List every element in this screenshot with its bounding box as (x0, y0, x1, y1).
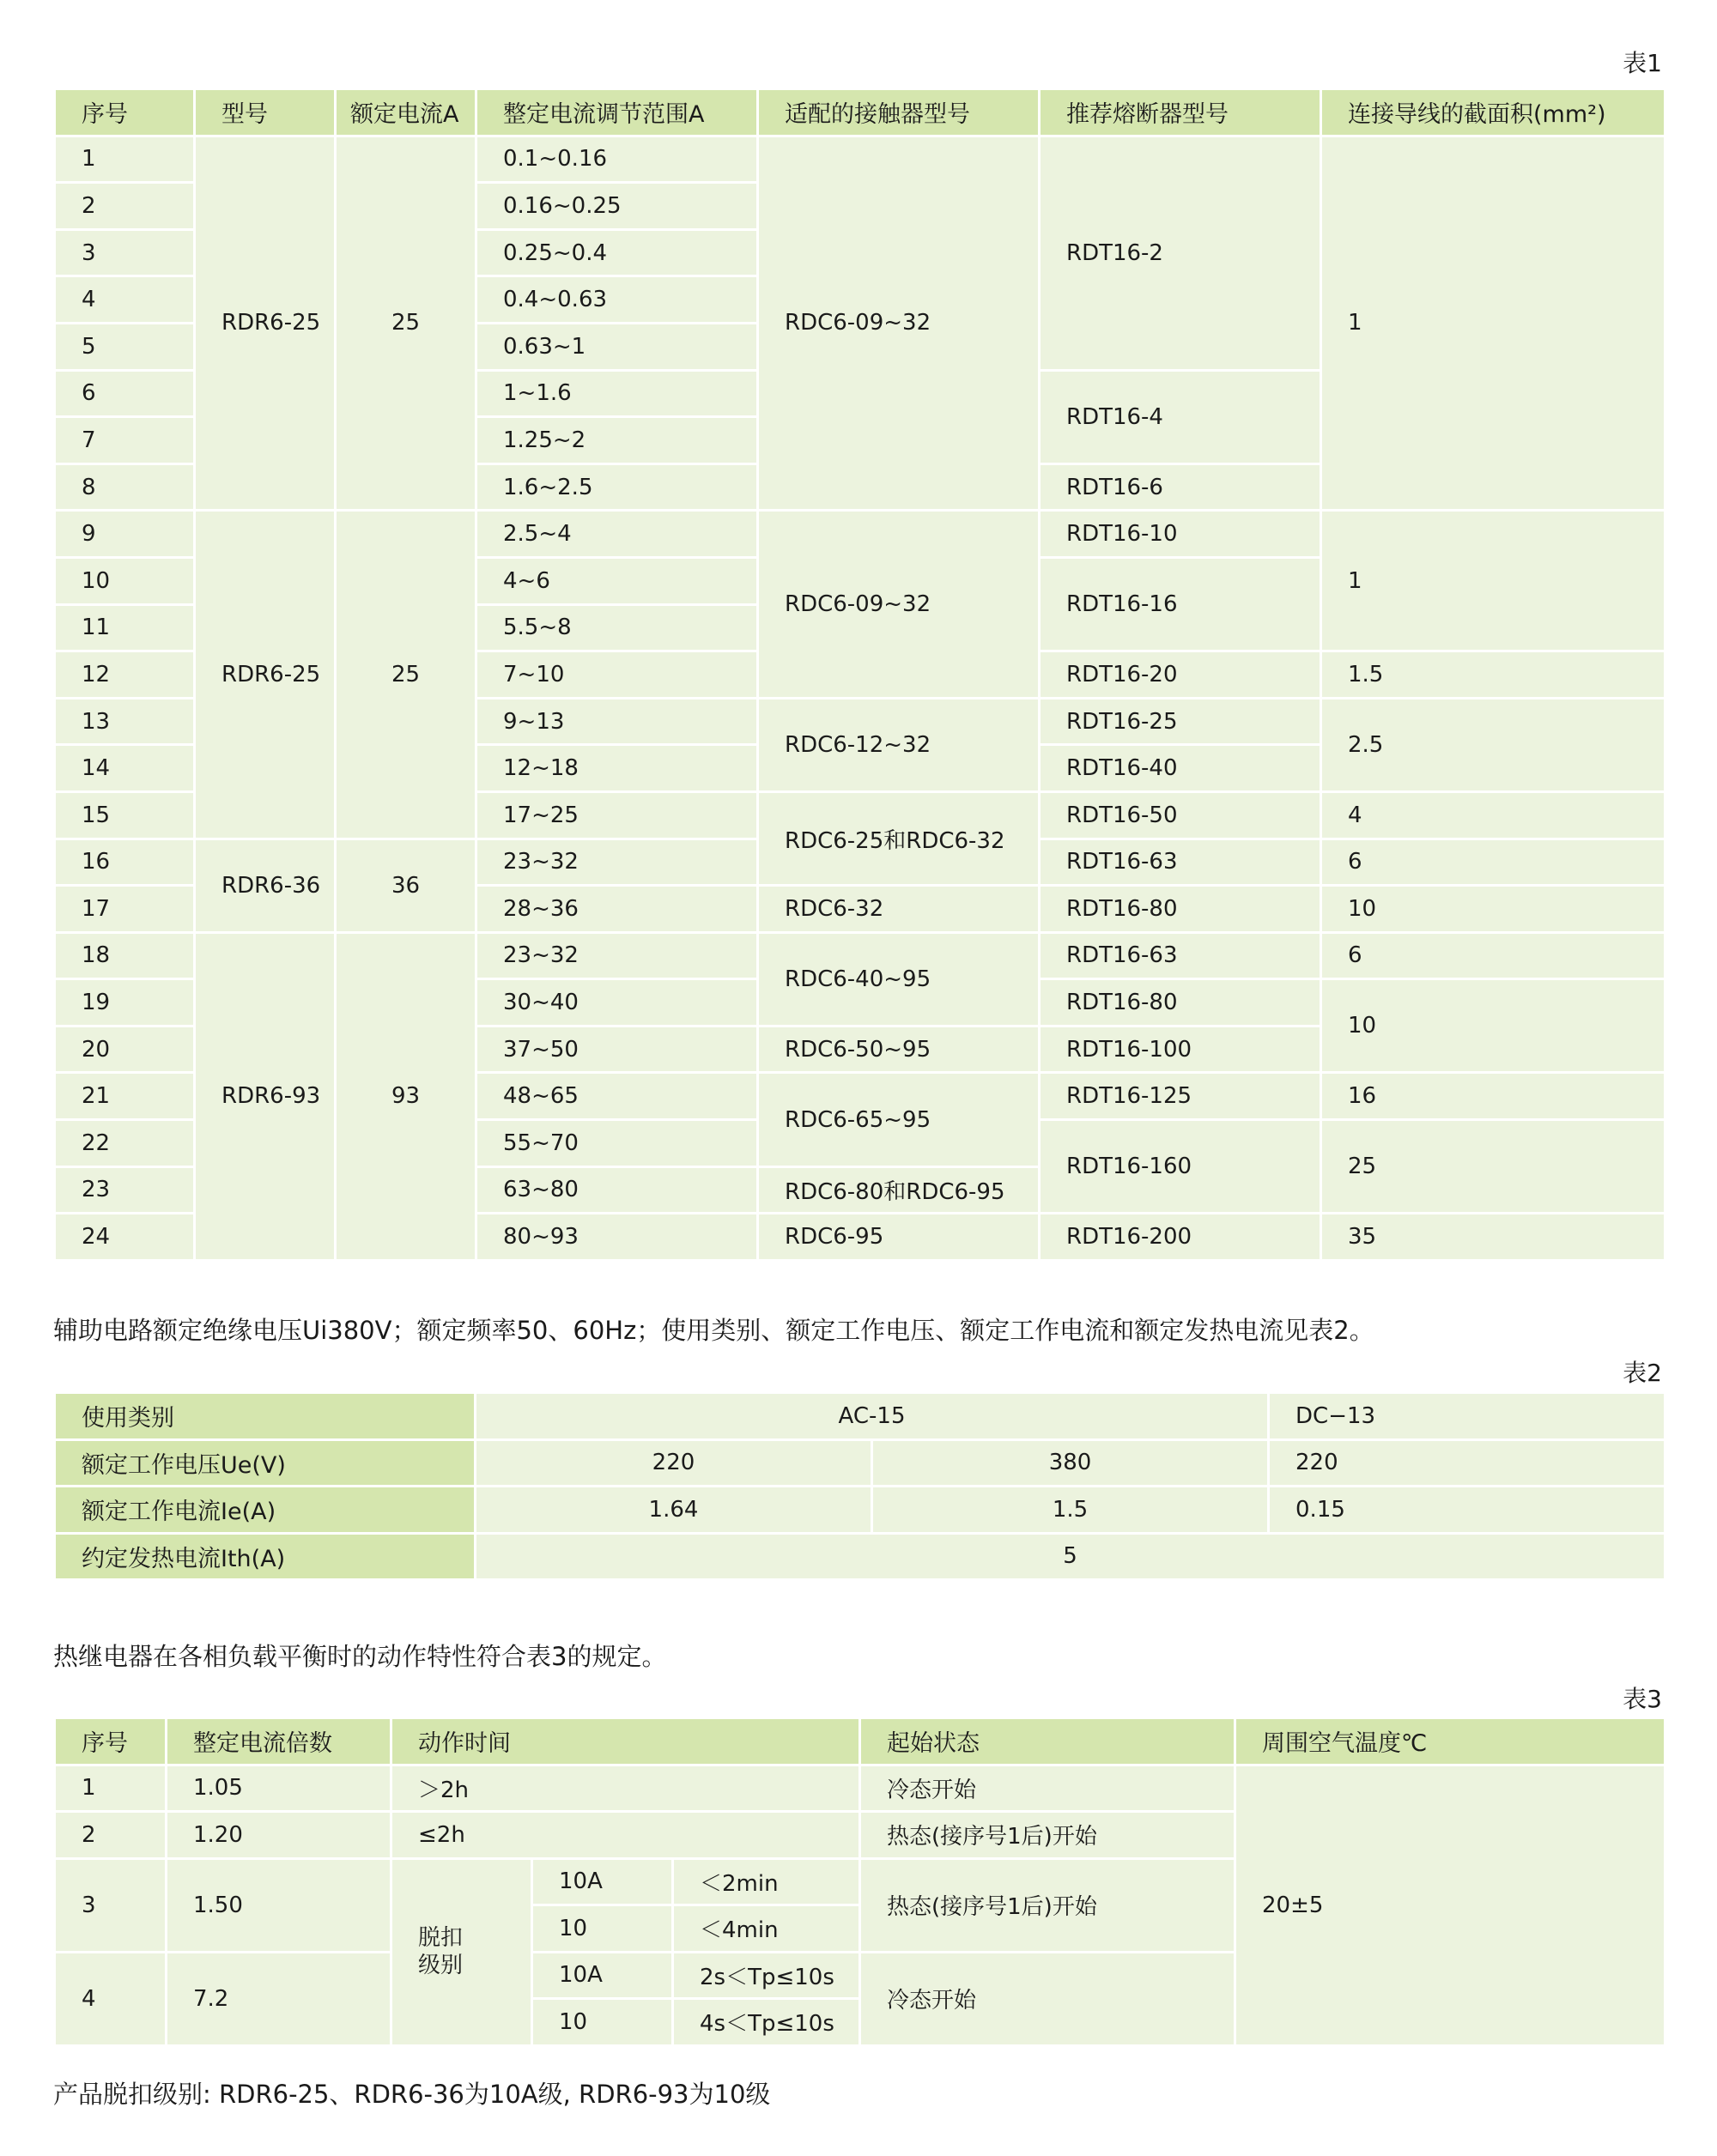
contactor-cell: RDC6-25和RDC6-32 (758, 791, 1040, 885)
table-row (55, 1393, 1665, 1440)
seq-cell: 8 (55, 463, 195, 511)
table-row (55, 136, 1665, 183)
range-cell: 9~13 (476, 698, 758, 745)
range-cell: 1.25~2 (476, 417, 758, 464)
header-model: 型号 (195, 89, 336, 136)
wire-cell: 4 (1321, 791, 1665, 839)
fuse-cell: RDT16-6 (1040, 463, 1321, 511)
seq-cell: 21 (55, 1073, 195, 1120)
range-cell: 12~18 (476, 745, 758, 792)
seq-cell: 11 (55, 604, 195, 651)
model-cell: RDR6-93 (195, 932, 336, 1260)
wire-cell: 1.5 (1321, 651, 1665, 699)
seq-cell: 24 (55, 1214, 195, 1261)
seq-cell: 13 (55, 698, 195, 745)
header-seq: 序号 (55, 89, 195, 136)
seq-cell: 10 (55, 557, 195, 604)
seq-cell: 16 (55, 839, 195, 886)
seq-cell: 20 (55, 1026, 195, 1073)
current-cell: 0.15 (1269, 1487, 1665, 1534)
seq-cell: 4 (55, 276, 195, 324)
table2-caption: 表2 (1623, 1359, 1662, 1387)
class-time-cell: 2s＜Tp≤10s (673, 1952, 860, 1999)
seq-cell: 7 (55, 417, 195, 464)
contactor-cell: RDC6-32 (758, 886, 1040, 933)
fuse-cell: RDT16-50 (1040, 791, 1321, 839)
table-row (55, 1533, 1665, 1580)
header-start-state: 起始状态 (860, 1718, 1235, 1765)
fuse-cell: RDT16-80 (1040, 886, 1321, 933)
action-time-cell: ≤2h (391, 1812, 860, 1859)
row-label-ith: 约定发热电流Ith(A) (55, 1533, 476, 1580)
multiple-cell: 7.2 (167, 1952, 391, 2045)
wire-cell: 1 (1321, 136, 1665, 511)
range-cell: 0.1~0.16 (476, 136, 758, 183)
class-cell: 10A (532, 1858, 673, 1905)
seq-cell: 4 (55, 1952, 167, 2045)
seq-cell: 18 (55, 932, 195, 979)
range-cell: 23~32 (476, 839, 758, 886)
fuse-cell: RDT16-160 (1040, 1120, 1321, 1214)
fuse-cell: RDT16-40 (1040, 745, 1321, 792)
fuse-cell: RDT16-200 (1040, 1214, 1321, 1261)
voltage-cell: 380 (872, 1439, 1269, 1487)
contactor-cell: RDC6-65~95 (758, 1073, 1040, 1166)
seq-cell: 9 (55, 511, 195, 558)
multiple-cell: 1.50 (167, 1858, 391, 1952)
header-fuse: 推荐熔断器型号 (1040, 89, 1321, 136)
seq-cell: 23 (55, 1166, 195, 1214)
table1 (53, 88, 1666, 1262)
header-rated-current: 额定电流A (336, 89, 476, 136)
class-time-cell: ＜4min (673, 1905, 860, 1953)
seq-cell: 2 (55, 183, 195, 230)
fuse-cell: RDT16-4 (1040, 370, 1321, 463)
fuse-cell: RDT16-2 (1040, 136, 1321, 370)
seq-cell: 1 (55, 1765, 167, 1812)
wire-cell: 25 (1321, 1120, 1665, 1214)
contactor-cell: RDC6-80和RDC6-95 (758, 1166, 1040, 1214)
contactor-cell: RDC6-09~32 (758, 511, 1040, 698)
trip-class-text: 脱扣级别 (418, 1925, 464, 1978)
range-cell: 0.25~0.4 (476, 229, 758, 276)
dc-category-cell: DC−13 (1269, 1393, 1665, 1440)
seq-cell: 2 (55, 1812, 167, 1859)
voltage-cell: 220 (1269, 1439, 1665, 1487)
table1-caption: 表1 (1623, 49, 1662, 77)
ith-cell: 5 (476, 1533, 1665, 1580)
contactor-cell: RDC6-95 (758, 1214, 1040, 1261)
table3-header (55, 1718, 1665, 1765)
wire-cell: 16 (1321, 1073, 1665, 1120)
rated-current-cell: 25 (336, 511, 476, 839)
trip-class-label (391, 1858, 532, 2045)
wire-cell: 6 (1321, 932, 1665, 979)
range-cell: 37~50 (476, 1026, 758, 1073)
table3-caption: 表3 (1623, 1685, 1662, 1713)
model-cell: RDR6-36 (195, 839, 336, 932)
range-cell: 7~10 (476, 651, 758, 699)
current-cell: 1.5 (872, 1487, 1269, 1534)
fuse-cell: RDT16-63 (1040, 932, 1321, 979)
multiple-cell: 1.20 (167, 1812, 391, 1859)
fuse-cell: RDT16-16 (1040, 557, 1321, 651)
fuse-cell: RDT16-63 (1040, 839, 1321, 886)
model-cell: RDR6-25 (195, 511, 336, 839)
table-row (55, 932, 1665, 979)
voltage-cell: 220 (476, 1439, 872, 1487)
start-state-cell: 热态(接序号1后)开始 (860, 1812, 1235, 1859)
range-cell: 5.5~8 (476, 604, 758, 651)
seq-cell: 22 (55, 1120, 195, 1167)
range-cell: 0.63~1 (476, 323, 758, 370)
table-row (55, 1439, 1665, 1487)
range-cell: 30~40 (476, 979, 758, 1027)
start-state-cell: 冷态开始 (860, 1952, 1235, 2045)
range-cell: 63~80 (476, 1166, 758, 1214)
seq-cell: 3 (55, 229, 195, 276)
seq-cell: 1 (55, 136, 195, 183)
row-label-category: 使用类别 (55, 1393, 476, 1440)
class-cell: 10 (532, 1905, 673, 1953)
fuse-cell: RDT16-125 (1040, 1073, 1321, 1120)
row-label-current: 额定工作电流Ie(A) (55, 1487, 476, 1534)
header-action-time: 动作时间 (391, 1718, 860, 1765)
seq-cell: 19 (55, 979, 195, 1027)
wire-cell: 6 (1321, 839, 1665, 886)
contactor-cell: RDC6-12~32 (758, 698, 1040, 791)
range-cell: 80~93 (476, 1214, 758, 1261)
trip-class-footer: 产品脱扣级别: RDR6-25、RDR6-36为10A级, RDR6-93为10级 (53, 2080, 771, 2109)
range-cell: 0.4~0.63 (476, 276, 758, 324)
wire-cell: 35 (1321, 1214, 1665, 1261)
seq-cell: 6 (55, 370, 195, 417)
temperature-cell: 20±5 (1235, 1765, 1665, 2045)
seq-cell: 14 (55, 745, 195, 792)
class-time-cell: ＜2min (673, 1858, 860, 1905)
aux-circuit-note: 辅助电路额定绝缘电压Ui380V；额定频率50、60Hz；使用类别、额定工作电压、额定工作电流和额定发热电流见表2。 (53, 1316, 1374, 1345)
fuse-cell: RDT16-80 (1040, 979, 1321, 1027)
seq-cell: 12 (55, 651, 195, 699)
range-cell: 17~25 (476, 791, 758, 839)
rated-current-cell: 25 (336, 136, 476, 511)
header-multiple: 整定电流倍数 (167, 1718, 391, 1765)
header-ambient-temp: 周围空气温度℃ (1235, 1718, 1665, 1765)
range-cell: 0.16~0.25 (476, 183, 758, 230)
seq-cell: 3 (55, 1858, 167, 1952)
action-characteristic-note: 热继电器在各相负载平衡时的动作特性符合表3的规定。 (53, 1642, 667, 1671)
fuse-cell: RDT16-10 (1040, 511, 1321, 558)
fuse-cell: RDT16-100 (1040, 1026, 1321, 1073)
model-cell: RDR6-25 (195, 136, 336, 511)
table-row (55, 1487, 1665, 1534)
table2 (53, 1391, 1666, 1581)
wire-cell: 2.5 (1321, 698, 1665, 791)
seq-cell: 15 (55, 791, 195, 839)
fuse-cell: RDT16-25 (1040, 698, 1321, 745)
seq-cell: 5 (55, 323, 195, 370)
range-cell: 2.5~4 (476, 511, 758, 558)
contactor-cell: RDC6-50~95 (758, 1026, 1040, 1073)
range-cell: 1~1.6 (476, 370, 758, 417)
table3 (53, 1717, 1666, 2047)
action-time-cell: ＞2h (391, 1765, 860, 1812)
wire-cell: 1 (1321, 511, 1665, 651)
range-cell: 23~32 (476, 932, 758, 979)
contactor-cell: RDC6-40~95 (758, 932, 1040, 1026)
rated-current-cell: 93 (336, 932, 476, 1260)
header-contactor: 适配的接触器型号 (758, 89, 1040, 136)
range-cell: 1.6~2.5 (476, 463, 758, 511)
start-state-cell: 冷态开始 (860, 1765, 1235, 1812)
header-seq: 序号 (55, 1718, 167, 1765)
current-cell: 1.64 (476, 1487, 872, 1534)
range-cell: 48~65 (476, 1073, 758, 1120)
class-cell: 10 (532, 1999, 673, 2046)
start-state-cell: 热态(接序号1后)开始 (860, 1858, 1235, 1952)
wire-cell: 10 (1321, 886, 1665, 933)
table-row (55, 1765, 1665, 1812)
header-wire-section: 连接导线的截面积(mm²) (1321, 89, 1665, 136)
table1-header (55, 89, 1665, 136)
table-row (55, 511, 1665, 558)
range-cell: 4~6 (476, 557, 758, 604)
range-cell: 28~36 (476, 886, 758, 933)
fuse-cell: RDT16-20 (1040, 651, 1321, 699)
ac-category-cell: AC-15 (476, 1393, 1269, 1440)
class-time-cell: 4s＜Tp≤10s (673, 1999, 860, 2046)
class-cell: 10A (532, 1952, 673, 1999)
header-setting-range: 整定电流调节范围A (476, 89, 758, 136)
rated-current-cell: 36 (336, 839, 476, 932)
multiple-cell: 1.05 (167, 1765, 391, 1812)
range-cell: 55~70 (476, 1120, 758, 1167)
wire-cell: 10 (1321, 979, 1665, 1073)
contactor-cell: RDC6-09~32 (758, 136, 1040, 511)
row-label-voltage: 额定工作电压Ue(V) (55, 1439, 476, 1487)
seq-cell: 17 (55, 886, 195, 933)
